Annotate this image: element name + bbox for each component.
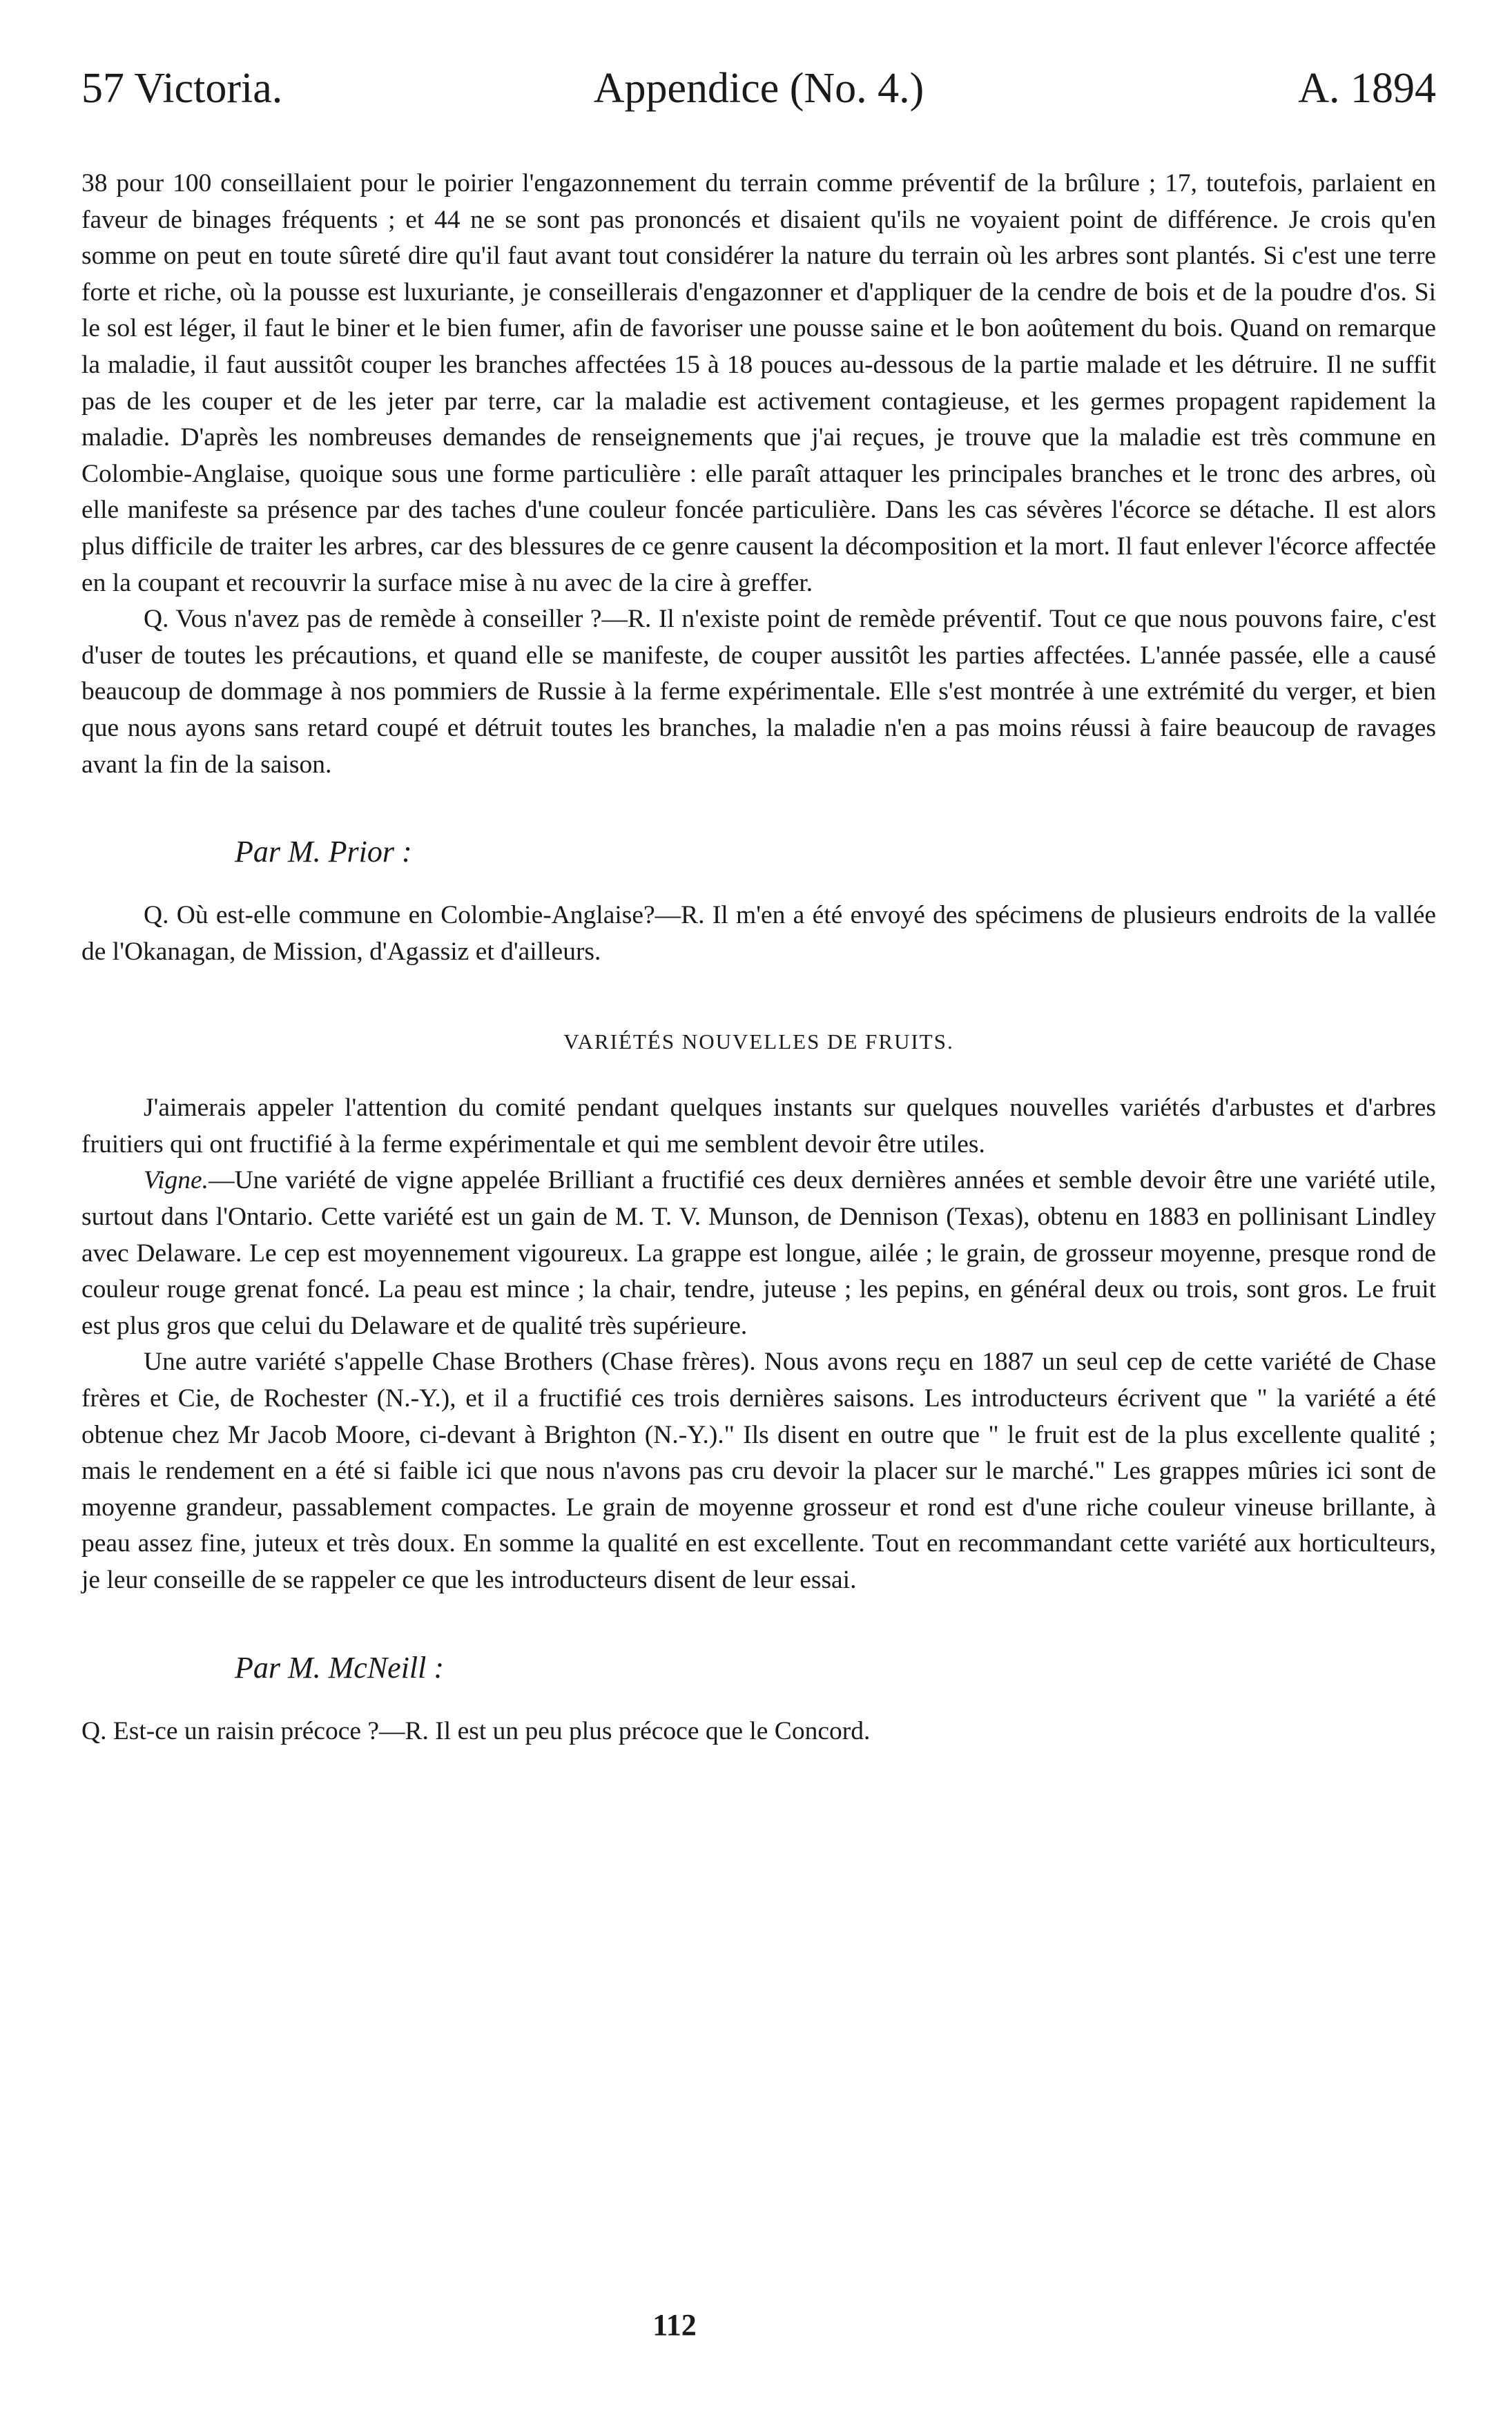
- vigne-text: —Une variété de vigne appelée Brilliant a fructifié ces deux dernières années et semble devoir être une variété utile, surtout dans l'Ontario. Cette variété est un gain de M. T. V. Munson, de Dennison (Texas), obtenu en 1883 en pollinisant Lindley avec Delaware. Le cep est moyennement vigoureux. La grappe est longue, ailée ; le grain, de grosseur moyenne, presque rond de couleur rouge grenat foncé. La peau est mince ; la chair, tendre, juteuse ; les pepins, en général deux ou trois, sont gros. Le fruit est plus gros que celui du Delaware et de qualité très supérieure.: [81, 1166, 1436, 1340]
- header-right: A. 1894: [1298, 65, 1436, 112]
- paragraph-vigne: [81, 1163, 1436, 1344]
- header-center: Appendice (No. 4.): [593, 65, 924, 112]
- section-heading: VARIÉTÉS NOUVELLES DE FRUITS.: [563, 1029, 954, 1054]
- speaker-heading: Par M. McNeill :: [235, 1650, 445, 1685]
- paragraph: J'aimerais appeler l'attention du comité pendant quelques instants sur quelques nouvelles variétés d'arbustes et d'arbres fruitiers qui ont fructifié à la ferme expérimentale et qui me semblent devoir être utiles.: [81, 1094, 1436, 1159]
- question-line: Q. Est-ce un raisin précoce ?—R. Il est un peu plus précoce que le Concord.: [81, 1716, 871, 1745]
- speaker-heading: Par M. Prior :: [235, 835, 412, 869]
- paragraph: Une autre variété s'appelle Chase Brothers (Chase frères). Nous avons reçu en 1887 un seul cep de cette variété de Chase frères et Cie, de Rochester (N.-Y.), et il a fructifié ces trois dernières saisons. Les introducteurs écrivent que " la variété a été obtenue chez Mr Jacob Moore, ci-devant à Brighton (N.-Y.)." Ils disent en outre que " le fruit est de la plus excellente qualité ; mais le rendement en a été si faible ici que nous n'avons pas cru devoir la placer sur le marché." Les grappes mûries ici sont de moyenne grandeur, passablement compactes. Le grain de moyenne grosseur et rond est d'une riche couleur vineuse brillante, à peau assez fine, juteux et très doux. En somme la qualité en est excellente. Tout en recommandant cette variété aux horticulteurs, je leur conseille de se rappeler ce que les introducteurs disent de leur essai.: [81, 1348, 1436, 1594]
- document-page: [81, 61, 1436, 1749]
- vigne-label: Vigne.: [144, 1166, 209, 1195]
- body-text: [81, 166, 1436, 1749]
- paragraph: 38 pour 100 conseillaient pour le poirier l'engazonnement du terrain comme préventif de la brûlure ; 17, toutefois, parlaient en faveur de binages fréquents ; et 44 ne se sont pas prononcés et disaient qu'ils ne voyaient point de différence. Je crois qu'en somme on peut en toute sûreté dire qu'il faut avant tout considérer la nature du terrain où les arbres sont plantés. Si c'est une terre forte et riche, où la pousse est luxuriante, je conseillerais d'engazonner et d'appliquer de la cendre de bois et de la poudre d'os. Si le sol est léger, il faut le biner et le bien fumer, afin de favoriser une pousse saine et le bon aoûtement du bois. Quand on remarque la maladie, il faut aussitôt couper les branches affectées 15 à 18 pouces au-dessous de la partie malade et les détruire. Il ne suffit pas de les couper et de les jeter par terre, car la maladie est activement contagieuse, et les germes propagent rapidement la maladie. D'après les nombreuses demandes de renseignements que j'ai reçues, je trouve que la maladie est très commune en Colombie-Anglaise, quoique sous une forme particulière : elle paraît attaquer les principales branches et le tronc des arbres, où elle manifeste sa présence par des taches d'une couleur foncée particulière. Dans les cas sévères l'écorce se détache. Il est alors plus difficile de traiter les arbres, car des blessures de ce genre causent la décomposition et la mort. Il faut enlever l'écorce affectée en la coupant et recouvrir la surface mise à nu avec de la cire à greffer.: [81, 169, 1436, 597]
- running-head: [81, 61, 1436, 116]
- paragraph: Q. Vous n'avez pas de remède à conseiller ?—R. Il n'existe point de remède préventif. Tout ce que nous pouvons faire, c'est d'user de toutes les précautions, et quand elle se manifeste, de couper aussitôt les parties affectées. L'année passée, elle a causé beaucoup de dommage à nos pommiers de Russie à la ferme expérimentale. Elle s'est montrée à une extrémité du verger, et bien que nous ayons sans retard coupé et détruit toutes les branches, la maladie n'en a pas moins réussi à faire beaucoup de ravages avant la fin de la saison.: [81, 605, 1436, 779]
- page-number: 112: [652, 2308, 697, 2342]
- header-left: 57 Victoria.: [81, 65, 283, 112]
- paragraph: Q. Où est-elle commune en Colombie-Anglaise?—R. Il m'en a été envoyé des spécimens de plusieurs endroits de la vallée de l'Okanagan, de Mission, d'Agassiz et d'ailleurs.: [81, 901, 1436, 966]
